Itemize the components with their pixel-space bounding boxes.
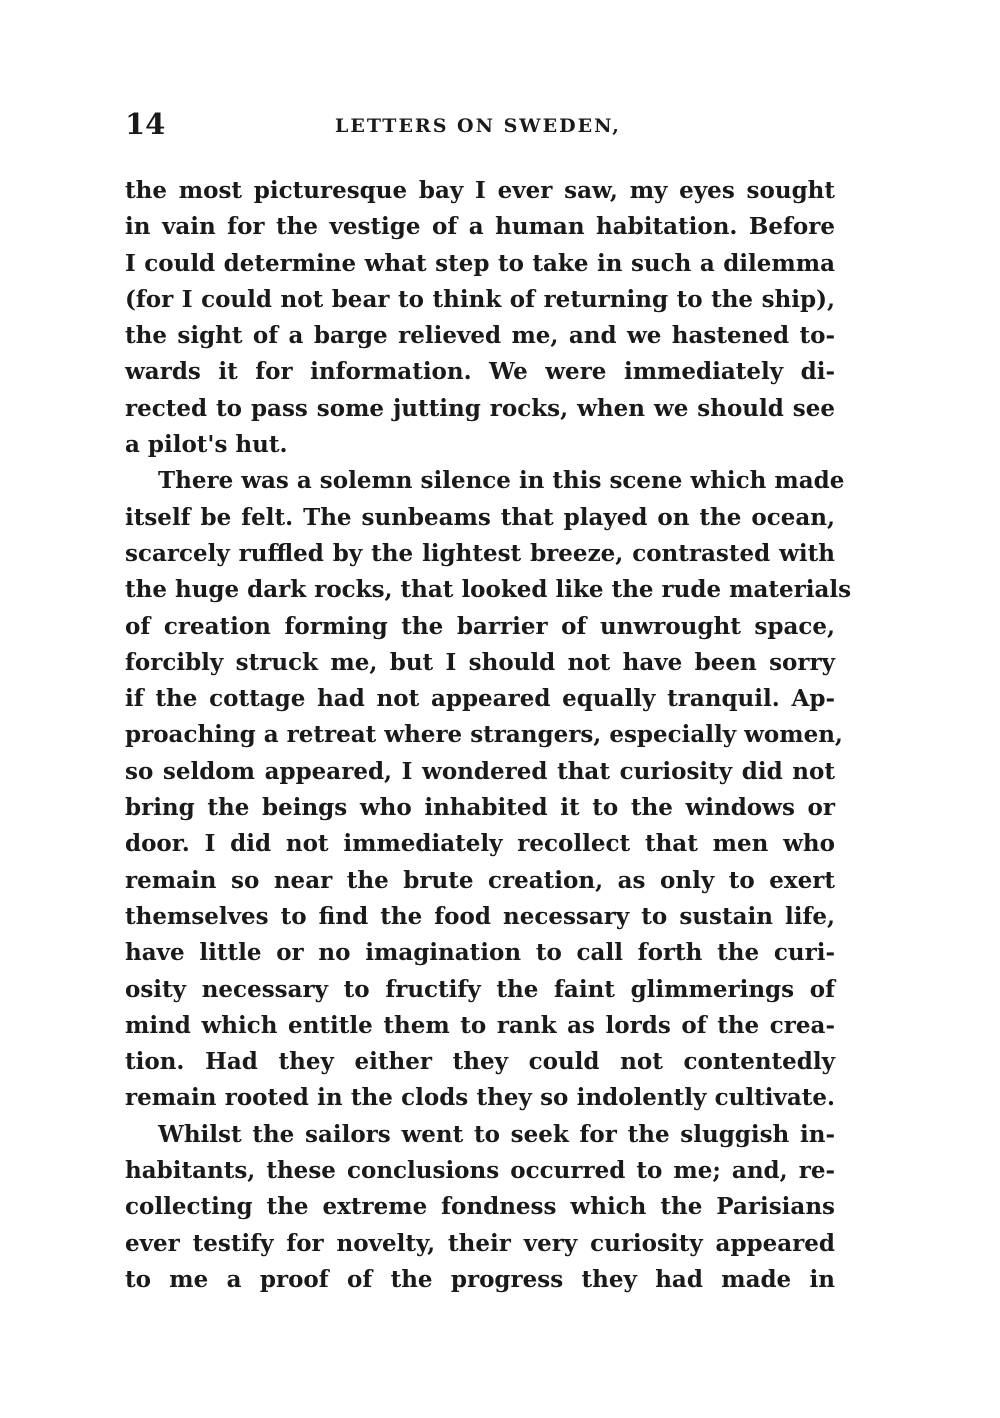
text-line: door. I did not immediately recollect that men who — [125, 830, 835, 858]
text-line: the most picturesque bay I ever saw, my eyes sought — [125, 177, 835, 204]
text-line: if the cottage had not appeared equally tranquil. Ap- — [125, 685, 835, 713]
text-line: in vain for the vestige of a human habitation. Before — [125, 213, 835, 241]
text-line: ever testify for novelty, their very curiosity appeared — [125, 1229, 835, 1257]
text-line: proaching a retreat where strangers, especially women, — [125, 721, 843, 749]
text-line: themselves to find the food necessary to sustain life, — [125, 902, 835, 930]
text-line: scarcely ruffled by the lightest breeze, contrasted with — [125, 539, 835, 567]
text-line: to me a proof of the progress they had made in — [125, 1265, 835, 1293]
text-line: of creation forming the barrier of unwrought space, — [125, 612, 835, 640]
paragraph-first-line: There was a solemn silence in this scene which made — [158, 467, 845, 495]
text-line: osity necessary to fructify the faint glimmerings of — [125, 975, 835, 1003]
page-header — [125, 104, 835, 144]
text-line: the sight of a barge relieved me, and we hastened to- — [125, 322, 835, 350]
text-line: itself be felt. The sunbeams that played on the ocean, — [125, 503, 835, 531]
text-line: forcibly struck me, but I should not have been sorry — [125, 648, 835, 676]
text-line: have little or no imagination to call forth the curi- — [125, 939, 835, 967]
text-line: habitants, these conclusions occurred to me; and, re- — [125, 1157, 835, 1185]
body-text — [125, 173, 852, 1298]
text-line: remain rooted in the clods they so indolently cultivate. — [125, 1084, 835, 1112]
text-line: so seldom appeared, I wondered that curiosity did not — [125, 757, 835, 785]
text-line: (for I could not bear to think of returning to the ship), — [125, 285, 835, 313]
running-head: LETTERS ON SWEDEN, — [335, 115, 621, 137]
text-line: mind which entitle them to rank as lords of the crea- — [125, 1011, 835, 1039]
page-number: 14 — [125, 107, 166, 141]
text-line: wards it for information. We were immediately di- — [125, 358, 835, 386]
text-line: the huge dark rocks, that looked like the rude materials — [125, 576, 852, 604]
text-line: bring the beings who inhabited it to the windows or — [125, 794, 835, 822]
text-line: tion. Had they either they could not contentedly — [125, 1048, 835, 1076]
text-line: rected to pass some jutting rocks, when we should see — [125, 394, 835, 422]
text-line: remain so near the brute creation, as only to exert — [125, 866, 835, 894]
text-line: I could determine what step to take in such a dilemma — [125, 249, 835, 277]
text-line: collecting the extreme fondness which the Parisians — [125, 1193, 835, 1221]
text-line: a pilot's hut. — [125, 431, 288, 459]
paragraph-first-line: Whilst the sailors went to seek for the sluggish in- — [158, 1120, 835, 1148]
